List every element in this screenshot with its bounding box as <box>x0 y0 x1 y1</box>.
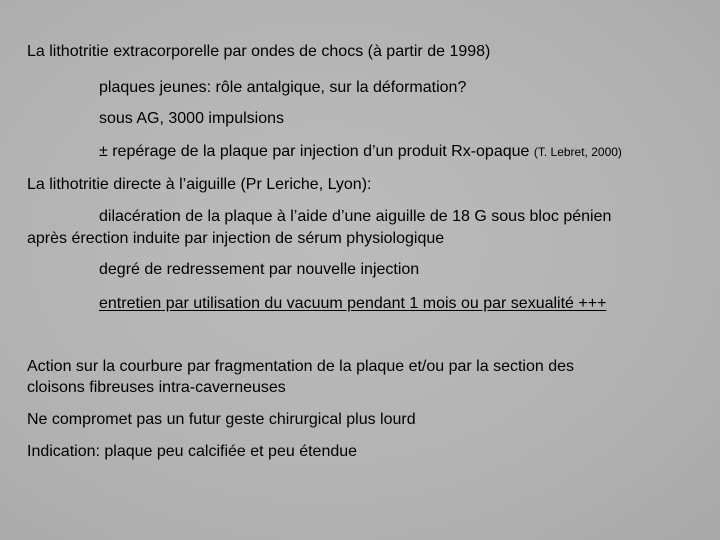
no-compromise: Ne compromet pas un futur geste chirurgical plus lourd <box>27 411 416 428</box>
item-straightening-degree: degré de redressement par nouvelle injection <box>99 261 420 278</box>
item-needle-dilaceration-line2: après érection induite par injection de sérum physiologique <box>27 230 445 247</box>
heading-extracorporeal: La lithotritie extracorporelle par ondes de chocs (à partir de 1998) <box>27 43 491 60</box>
item-maintenance: entretien par utilisation du vacuum pendant 1 mois ou par sexualité +++ <box>99 295 607 312</box>
citation: (T. Lebret, 2000) <box>533 145 622 159</box>
action-line2: cloisons fibreuses intra-caverneuses <box>27 379 286 396</box>
item-contrast-marking-text: ± repérage de la plaque par injection d’un produit Rx-opaque <box>99 143 530 160</box>
item-needle-dilaceration-line1: dilacération de la plaque à l’aide d’une aiguille de 18 G sous bloc pénien <box>99 208 612 225</box>
item-young-plaques: plaques jeunes: rôle antalgique, sur la déformation? <box>99 79 467 96</box>
heading-needle-lithotripsy: La lithotritie directe à l’aiguille (Pr Leriche, Lyon): <box>27 176 372 193</box>
action-line1: Action sur la courbure par fragmentation de la plaque et/ou par la section des <box>27 358 574 375</box>
item-contrast-marking <box>99 141 622 163</box>
indication: Indication: plaque peu calcifiée et peu étendue <box>27 443 358 460</box>
item-anesthesia: sous AG, 3000 impulsions <box>99 110 284 127</box>
